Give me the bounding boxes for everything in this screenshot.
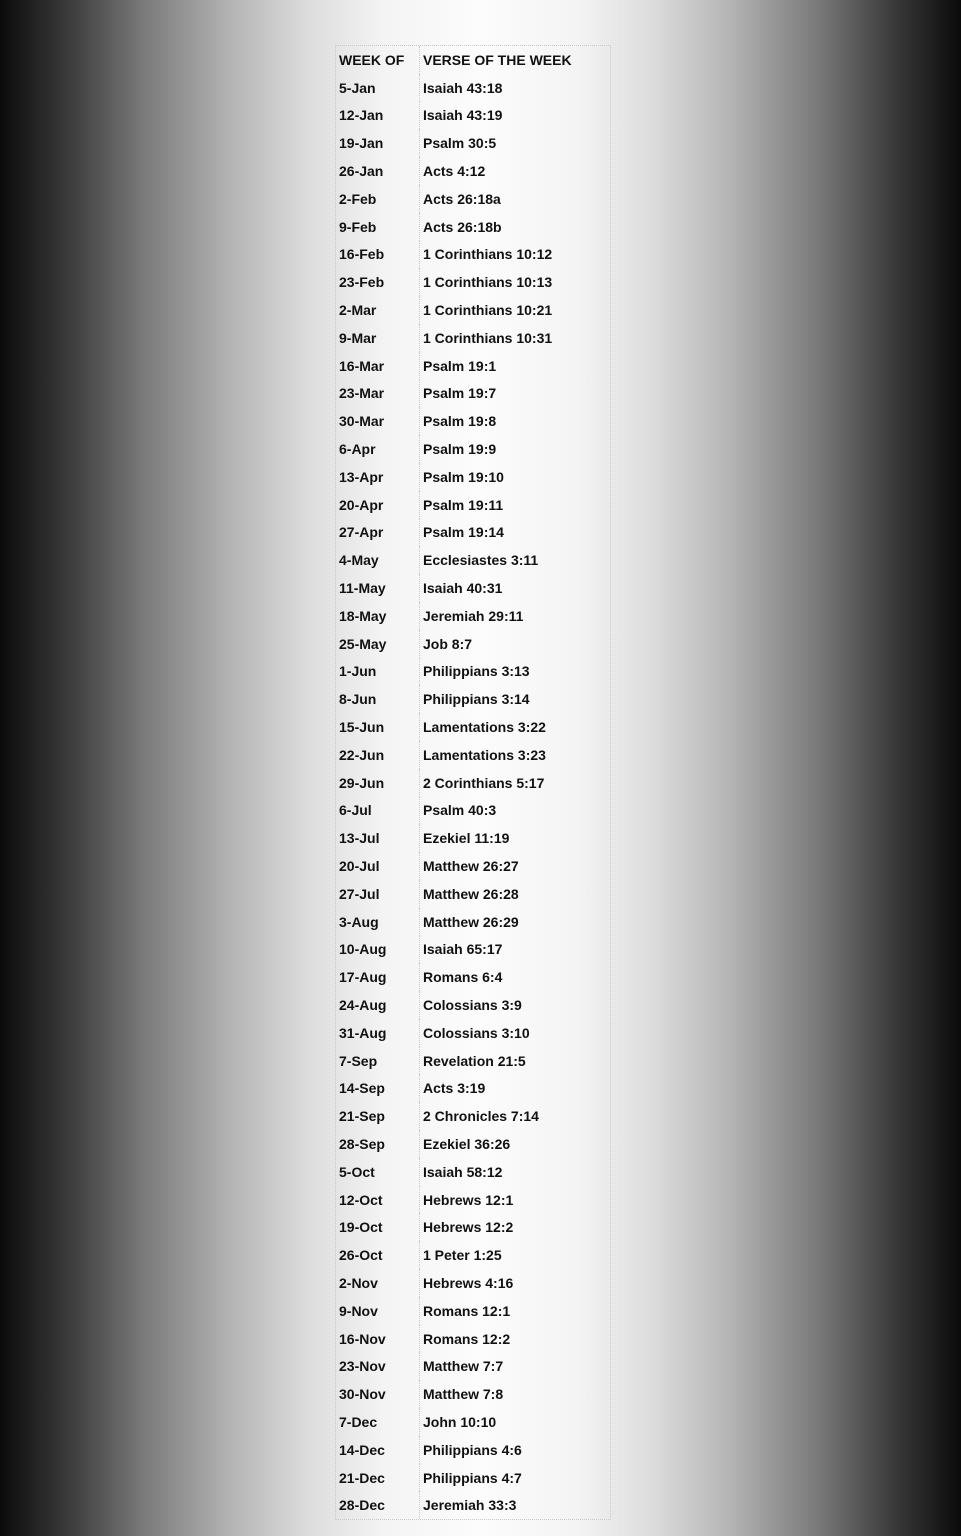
header-row xyxy=(336,46,610,74)
table-row xyxy=(336,1047,610,1075)
week-of-cell: 31-Aug xyxy=(336,1019,420,1047)
week-of-cell: 7-Dec xyxy=(336,1408,420,1436)
table-header xyxy=(336,46,610,74)
verse-cell: 1 Peter 1:25 xyxy=(423,1247,502,1264)
week-of-cell: 27-Jul xyxy=(336,880,420,908)
table-row xyxy=(336,1297,610,1325)
table-row xyxy=(336,852,610,880)
verse-cell: John 10:10 xyxy=(423,1413,497,1430)
week-of-cell: 17-Aug xyxy=(336,963,420,991)
verse-cell: 1 Corinthians 10:21 xyxy=(423,302,553,319)
verse-cell: 2 Chronicles 7:14 xyxy=(423,1108,539,1125)
week-of-cell: 2-Mar xyxy=(336,296,420,324)
table-body xyxy=(336,74,610,1519)
table-row xyxy=(336,1213,610,1241)
verse-cell: Acts 26:18a xyxy=(423,190,501,207)
verse-cell: Philippians 4:7 xyxy=(423,1469,522,1486)
verse-cell: Isaiah 43:18 xyxy=(423,79,503,96)
table-row xyxy=(336,74,610,102)
table-row xyxy=(336,157,610,185)
week-of-cell: 24-Aug xyxy=(336,991,420,1019)
verse-cell: Matthew 26:27 xyxy=(423,858,519,874)
verse-cell: Hebrews 4:16 xyxy=(423,1274,514,1291)
verse-cell: Psalm 30:5 xyxy=(423,135,497,152)
week-of-cell: 11-May xyxy=(336,574,420,602)
table-row xyxy=(336,463,610,491)
table-row xyxy=(336,1102,610,1130)
table-row xyxy=(336,685,610,713)
week-of-cell: 7-Sep xyxy=(336,1047,420,1075)
table-row xyxy=(336,1352,610,1380)
table-row xyxy=(336,296,610,324)
week-of-cell: 1-Jun xyxy=(336,658,420,686)
week-of-cell: 22-Jun xyxy=(336,741,420,769)
table-row xyxy=(336,658,610,686)
verse-cell: Psalm 40:3 xyxy=(423,802,497,819)
table-row xyxy=(336,1464,610,1492)
table-row xyxy=(336,407,610,435)
table-row xyxy=(336,185,610,213)
verse-cell: Romans 6:4 xyxy=(423,969,503,986)
week-of-cell: 25-May xyxy=(336,630,420,658)
week-of-cell: 19-Jan xyxy=(336,129,420,157)
table-row xyxy=(336,268,610,296)
week-of-cell: 13-Apr xyxy=(336,463,420,491)
verse-cell: Ezekiel 11:19 xyxy=(423,830,510,847)
week-of-cell: 12-Jan xyxy=(336,102,420,130)
week-of-cell: 15-Jun xyxy=(336,713,420,741)
table-row xyxy=(336,574,610,602)
table-row xyxy=(336,1269,610,1297)
verse-table xyxy=(336,46,610,1519)
week-of-cell: 2-Nov xyxy=(336,1269,420,1297)
verse-cell: Acts 26:18b xyxy=(423,218,502,235)
verse-cell: Philippians 3:13 xyxy=(423,663,530,680)
table-row xyxy=(336,102,610,130)
verse-cell: Lamentations 3:23 xyxy=(423,746,546,763)
verse-cell: Colossians 3:10 xyxy=(423,1024,530,1041)
verse-cell: Revelation 21:5 xyxy=(423,1052,526,1069)
verse-cell: Acts 3:19 xyxy=(423,1080,486,1097)
week-of-cell: 18-May xyxy=(336,602,420,630)
table-row xyxy=(336,1436,610,1464)
table-row xyxy=(336,963,610,991)
week-of-cell: 19-Oct xyxy=(336,1213,420,1241)
table-row xyxy=(336,1380,610,1408)
verse-cell: Ezekiel 36:26 xyxy=(423,1135,511,1152)
verse-cell: Romans 12:2 xyxy=(423,1330,511,1347)
verse-cell: Isaiah 58:12 xyxy=(423,1163,503,1180)
week-of-cell: 5-Jan xyxy=(336,74,420,102)
week-of-cell: 26-Oct xyxy=(336,1241,420,1269)
table-row xyxy=(336,1074,610,1102)
week-of-cell: 23-Feb xyxy=(336,268,420,296)
table-row xyxy=(336,324,610,352)
week-of-cell: 28-Dec xyxy=(336,1491,420,1519)
table-row xyxy=(336,1130,610,1158)
table-row xyxy=(336,435,610,463)
week-of-cell: 8-Jun xyxy=(336,685,420,713)
verse-cell: Lamentations 3:22 xyxy=(423,719,546,736)
verse-schedule-table xyxy=(335,45,611,1520)
week-of-cell: 16-Mar xyxy=(336,352,420,380)
verse-cell: Psalm 19:1 xyxy=(423,357,497,374)
table-row xyxy=(336,1325,610,1353)
table-row xyxy=(336,880,610,908)
verse-cell: Matthew 26:29 xyxy=(423,913,519,930)
table-row xyxy=(336,991,610,1019)
verse-cell: Psalm 19:11 xyxy=(423,496,504,513)
verse-cell: Ecclesiastes 3:11 xyxy=(423,552,539,569)
week-of-cell: 9-Mar xyxy=(336,324,420,352)
week-of-cell: 4-May xyxy=(336,546,420,574)
table-row xyxy=(336,1491,610,1519)
verse-cell: Jeremiah 29:11 xyxy=(423,607,524,624)
week-of-cell: 21-Sep xyxy=(336,1102,420,1130)
week-of-cell: 9-Feb xyxy=(336,213,420,241)
table-row xyxy=(336,824,610,852)
week-of-cell: 6-Jul xyxy=(336,797,420,825)
verse-cell: Isaiah 65:17 xyxy=(423,941,503,958)
week-of-cell: 28-Sep xyxy=(336,1130,420,1158)
verse-cell: Isaiah 40:31 xyxy=(423,580,503,597)
table-row xyxy=(336,908,610,936)
table-row xyxy=(336,213,610,241)
table-row xyxy=(336,769,610,797)
table-row xyxy=(336,1186,610,1214)
table-row xyxy=(336,1408,610,1436)
week-of-cell: 13-Jul xyxy=(336,824,420,852)
week-of-header: WEEK OF xyxy=(336,46,420,74)
verse-cell: Psalm 19:10 xyxy=(423,468,504,485)
week-of-cell: 26-Jan xyxy=(336,157,420,185)
verse-cell: Job 8:7 xyxy=(423,635,473,652)
week-of-cell: 30-Nov xyxy=(336,1380,420,1408)
verse-cell: Romans 12:1 xyxy=(423,1302,511,1319)
week-of-cell: 14-Dec xyxy=(336,1436,420,1464)
table-row xyxy=(336,741,610,769)
week-of-cell: 14-Sep xyxy=(336,1074,420,1102)
table-row xyxy=(336,797,610,825)
week-of-cell: 27-Apr xyxy=(336,519,420,547)
week-of-cell: 6-Apr xyxy=(336,435,420,463)
week-of-cell: 2-Feb xyxy=(336,185,420,213)
verse-cell: 1 Corinthians 10:13 xyxy=(423,274,553,291)
week-of-cell: 3-Aug xyxy=(336,908,420,936)
week-of-cell: 23-Nov xyxy=(336,1352,420,1380)
table-row xyxy=(336,352,610,380)
verse-cell: Isaiah 43:19 xyxy=(423,107,503,124)
week-of-cell: 20-Apr xyxy=(336,491,420,519)
verse-cell: Acts 4:12 xyxy=(423,163,486,180)
verse-cell: Matthew 7:8 xyxy=(423,1386,504,1403)
week-of-cell: 30-Mar xyxy=(336,407,420,435)
week-of-cell: 16-Nov xyxy=(336,1325,420,1353)
verse-cell: Philippians 4:6 xyxy=(423,1441,522,1458)
table-row xyxy=(336,491,610,519)
verse-cell: Hebrews 12:2 xyxy=(423,1219,514,1236)
week-of-cell: 10-Aug xyxy=(336,936,420,964)
table-row xyxy=(336,129,610,157)
table-row xyxy=(336,713,610,741)
week-of-cell: 29-Jun xyxy=(336,769,420,797)
table-row xyxy=(336,241,610,269)
week-of-cell: 20-Jul xyxy=(336,852,420,880)
verse-cell: 1 Corinthians 10:12 xyxy=(423,246,553,263)
verse-cell: Psalm 19:14 xyxy=(423,524,504,541)
week-of-cell: 21-Dec xyxy=(336,1464,420,1492)
verse-cell: Psalm 19:7 xyxy=(423,385,497,402)
week-of-cell: 12-Oct xyxy=(336,1186,420,1214)
table-row xyxy=(336,1158,610,1186)
week-of-cell: 5-Oct xyxy=(336,1158,420,1186)
verse-cell: 1 Corinthians 10:31 xyxy=(423,329,553,346)
table-row xyxy=(336,602,610,630)
verse-cell: Colossians 3:9 xyxy=(423,996,522,1013)
verse-cell: Psalm 19:8 xyxy=(423,413,497,430)
table-row xyxy=(336,546,610,574)
verse-cell: 2 Corinthians 5:17 xyxy=(423,774,545,791)
verse-cell: Psalm 19:9 xyxy=(423,441,497,458)
week-of-cell: 9-Nov xyxy=(336,1297,420,1325)
verse-cell: Jeremiah 33:3 xyxy=(423,1497,517,1514)
verse-cell: Hebrews 12:1 xyxy=(423,1191,514,1208)
week-of-cell: 23-Mar xyxy=(336,380,420,408)
table-row xyxy=(336,1241,610,1269)
table-row xyxy=(336,630,610,658)
verse-cell: Matthew 7:7 xyxy=(423,1358,504,1375)
verse-cell: Matthew 26:28 xyxy=(423,885,519,902)
verse-cell: Philippians 3:14 xyxy=(423,691,530,708)
week-of-cell: 16-Feb xyxy=(336,241,420,269)
verse-of-the-week-header: VERSE OF THE WEEK xyxy=(423,51,572,68)
table-row xyxy=(336,380,610,408)
table-row xyxy=(336,936,610,964)
table-row xyxy=(336,519,610,547)
table-row xyxy=(336,1019,610,1047)
